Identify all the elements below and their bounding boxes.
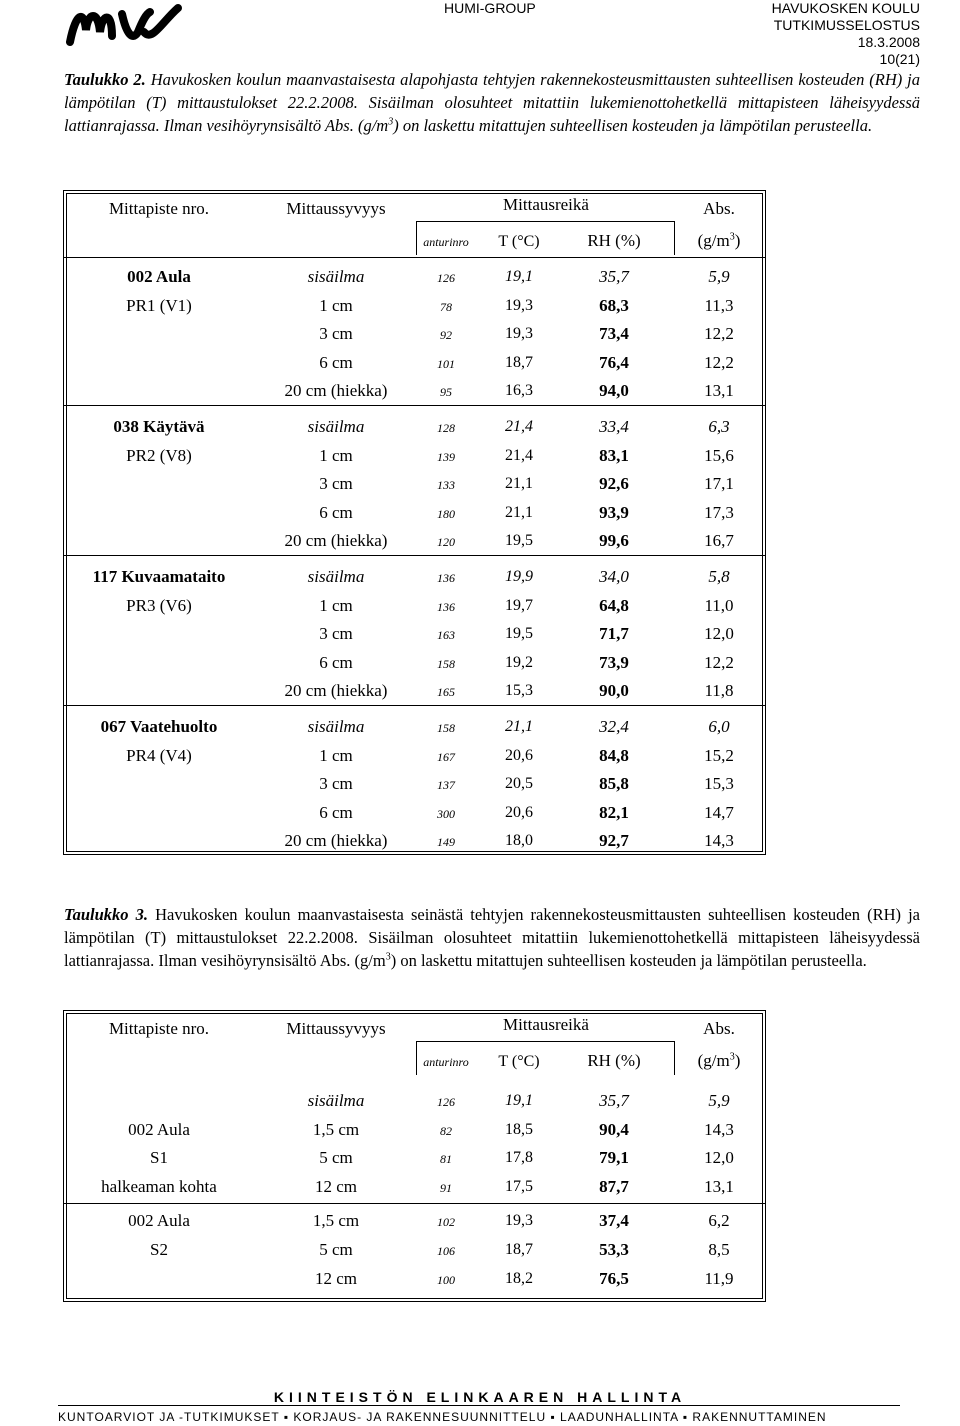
point-cell: S1 — [150, 1148, 168, 1167]
temp-cell: 18,7 — [505, 1241, 533, 1258]
sensor-cell: 126 — [437, 1095, 455, 1109]
temp-cell: 18,7 — [505, 353, 533, 371]
rh-cell: 87,7 — [599, 1176, 629, 1196]
temp-cell: 19,1 — [505, 1092, 533, 1109]
depth-cell: 1 cm — [319, 595, 353, 615]
abs-cell: 14,7 — [704, 802, 734, 822]
rh-cell: 99,6 — [599, 531, 629, 550]
rh-cell: 82,1 — [599, 802, 629, 822]
footer-divider — [58, 1405, 900, 1406]
abs-unit-tail: ) — [734, 231, 741, 250]
point-cell: 002 Aula — [128, 1119, 190, 1139]
temp-cell: 17,8 — [505, 1149, 533, 1166]
rh-cell: 79,1 — [599, 1148, 629, 1167]
abs-cell: 12,2 — [704, 652, 734, 672]
group-name: 038 Käytävä — [113, 417, 205, 436]
depth-cell: 6 cm — [319, 652, 353, 672]
table3-caption-tail: ) on laskettu mitattujen suhteellisen kosteuden ja lämpötilan perusteella. — [390, 951, 867, 970]
depth-cell: 20 cm (hiekka) — [284, 831, 388, 850]
temp-cell: 21,4 — [505, 418, 533, 435]
table-rule — [416, 1041, 674, 1042]
table3-caption — [64, 903, 920, 972]
rh-cell: 64,8 — [599, 595, 629, 615]
col-header-t: T (°C) — [498, 1053, 540, 1070]
sensor-cell: 100 — [437, 1273, 455, 1287]
caption-sup: 3 — [388, 116, 394, 128]
temp-cell: 20,6 — [505, 803, 533, 821]
col-header-abs-unit — [674, 1051, 764, 1071]
table-rule — [416, 1041, 417, 1075]
sensor-cell: 101 — [437, 356, 455, 371]
rh-cell: 93,9 — [599, 502, 629, 522]
depth-cell: 20 cm (hiekka) — [284, 531, 388, 550]
col-header-syvyys: Mittaussyvyys — [286, 1019, 386, 1038]
footer-title: KIINTEISTÖN ELINKAAREN HALLINTA — [273, 1389, 687, 1405]
sensor-cell: 91 — [440, 1180, 452, 1195]
depth-cell: sisäilma — [307, 1091, 365, 1110]
group-id: PR2 (V8) — [126, 446, 192, 465]
company-logo — [66, 2, 184, 52]
table-rule — [416, 221, 417, 255]
col-header-mittausreika: Mittausreikä — [503, 1015, 589, 1034]
col-header-rh: RH (%) — [587, 1051, 641, 1070]
abs-cell: 12,0 — [704, 624, 734, 643]
col-header-abs: Abs. — [703, 1019, 735, 1038]
temp-cell: 19,3 — [505, 325, 533, 342]
rh-cell: 92,7 — [599, 831, 629, 850]
caption-sup: 3 — [385, 951, 391, 963]
sensor-cell: 137 — [437, 778, 455, 792]
rh-cell: 73,4 — [599, 324, 629, 343]
sensor-cell: 128 — [437, 421, 455, 435]
depth-cell: 20 cm (hiekka) — [284, 681, 388, 700]
depth-cell: 12 cm — [314, 1176, 358, 1196]
depth-cell: 1 cm — [319, 295, 353, 315]
table2-caption-label: Taulukko 2. — [64, 70, 146, 89]
sensor-cell: 158 — [437, 721, 455, 735]
temp-cell: 19,3 — [505, 1212, 533, 1229]
rh-cell: 94,0 — [599, 381, 629, 400]
abs-cell: 5,9 — [708, 267, 730, 286]
temp-cell: 19,9 — [505, 568, 533, 585]
table2-caption-text: Havukosken koulun maanvastaisesta alapohjasta tehtyjen rakennekosteusmittausten suhteellisen kosteuden (RH) ja lämpötilan (T) mittaustulokset 22.2.2008. Sisäilman olosuhteet mitattiin lukemienottohetkellä mittapisteen läheisyydessä lattianrajassa. Ilman vesihöyrynsisältö Abs. (g/m — [64, 70, 921, 135]
temp-cell: 21,4 — [505, 446, 533, 464]
col-header-anturinro: anturinro — [423, 1055, 469, 1069]
temp-cell: 16,3 — [505, 382, 533, 399]
header-company: HUMI-GROUP — [444, 0, 536, 16]
abs-cell: 11,9 — [704, 1269, 734, 1288]
col-header-rh: RH (%) — [587, 231, 641, 250]
sensor-cell: 167 — [437, 749, 455, 764]
abs-cell: 13,1 — [704, 381, 734, 400]
sensor-cell: 133 — [437, 478, 455, 492]
table2 — [63, 190, 766, 855]
table-rule — [674, 221, 675, 255]
sensor-cell: 95 — [440, 385, 452, 399]
abs-cell: 13,1 — [704, 1176, 734, 1196]
depth-cell: sisäilma — [307, 417, 365, 436]
rh-cell: 90,0 — [599, 681, 629, 700]
header-line: 10(21) — [879, 51, 920, 67]
temp-cell: 18,5 — [505, 1120, 533, 1138]
group-name: 117 Kuvaamataito — [92, 567, 226, 586]
abs-cell: 12,0 — [704, 1148, 734, 1167]
temp-cell: 19,5 — [505, 625, 533, 642]
depth-cell: 6 cm — [319, 502, 353, 522]
rh-cell: 53,3 — [599, 1240, 629, 1259]
col-header-anturinro: anturinro — [423, 235, 469, 249]
depth-cell: 3 cm — [319, 624, 353, 643]
group-name: 067 Vaatehuolto — [100, 717, 218, 736]
sensor-cell: 136 — [437, 571, 455, 585]
temp-cell: 20,5 — [505, 775, 533, 792]
abs-unit-sup: 3 — [729, 231, 735, 243]
depth-cell: 1 cm — [319, 445, 353, 465]
rh-cell: 35,7 — [599, 267, 629, 286]
table-rule — [64, 555, 765, 556]
table2-caption-tail: ) on laskettu mitattujen suhteellisen kosteuden ja lämpötilan perusteella. — [393, 116, 873, 135]
temp-cell: 20,6 — [505, 746, 533, 764]
depth-cell: sisäilma — [307, 717, 365, 736]
table3 — [63, 1010, 766, 1302]
temp-cell: 17,5 — [505, 1177, 533, 1195]
table3-caption-text: Havukosken koulun maanvastaisesta seinästä tehtyjen rakennekosteusmittausten suhteellisen kosteuden (RH) ja lämpötilan (T) mittaustulokset 22.2.2008. Sisäilman olosuhteet mitattiin lukemienottohetkellä mittapisteen läheisyydessä lattianrajassa. Ilman vesihöyrynsisältö Abs. (g/m — [64, 905, 920, 970]
table-rule — [674, 1041, 675, 1075]
abs-cell: 11,0 — [704, 595, 734, 615]
point-cell: S2 — [150, 1240, 168, 1259]
rh-cell: 71,7 — [599, 624, 629, 643]
col-header-abs-unit — [674, 231, 764, 251]
rh-cell: 33,4 — [599, 417, 629, 436]
temp-cell: 15,3 — [505, 682, 533, 699]
depth-cell: 3 cm — [319, 474, 353, 493]
table-rule — [64, 405, 765, 406]
rh-cell: 32,4 — [599, 717, 629, 736]
depth-cell: 12 cm — [314, 1269, 358, 1288]
sensor-cell: 165 — [437, 685, 455, 699]
group-name: 002 Aula — [127, 267, 191, 286]
table-rule — [64, 257, 765, 258]
rh-cell: 37,4 — [599, 1211, 629, 1230]
sensor-cell: 78 — [440, 299, 452, 314]
col-header-t: T (°C) — [498, 233, 540, 250]
table3-caption-label: Taulukko 3. — [64, 905, 148, 924]
point-cell: 002 Aula — [128, 1211, 190, 1230]
col-header-syvyys: Mittaussyvyys — [286, 199, 386, 218]
abs-cell: 14,3 — [704, 1119, 734, 1139]
depth-cell: 6 cm — [319, 802, 353, 822]
abs-cell: 14,3 — [704, 831, 734, 850]
depth-cell: 1,5 cm — [312, 1211, 360, 1230]
abs-cell: 15,6 — [704, 445, 734, 465]
sensor-cell: 300 — [437, 806, 455, 821]
abs-cell: 15,2 — [704, 745, 734, 765]
depth-cell: 1,5 cm — [312, 1119, 360, 1139]
abs-unit-sup: 3 — [729, 1051, 735, 1063]
depth-cell: 5 cm — [319, 1240, 353, 1259]
abs-unit-text: (g/m — [697, 1051, 730, 1070]
header-line: 18.3.2008 — [857, 34, 920, 50]
rh-cell: 34,0 — [599, 567, 629, 586]
depth-cell: 3 cm — [319, 774, 353, 793]
rh-cell: 73,9 — [599, 652, 629, 672]
depth-cell: 3 cm — [319, 324, 353, 343]
abs-cell: 12,2 — [704, 352, 734, 372]
sensor-cell: 158 — [437, 656, 455, 671]
depth-cell: 1 cm — [319, 745, 353, 765]
group-id: PR3 (V6) — [126, 596, 192, 615]
header-right — [772, 0, 920, 68]
sensor-cell: 139 — [437, 449, 455, 464]
depth-cell: 5 cm — [319, 1148, 353, 1167]
sensor-cell: 82 — [440, 1123, 452, 1138]
temp-cell: 21,1 — [505, 718, 533, 735]
group-id: PR1 (V1) — [126, 296, 192, 315]
sensor-cell: 92 — [440, 328, 452, 342]
abs-cell: 5,8 — [708, 567, 730, 586]
abs-cell: 12,2 — [704, 324, 734, 343]
sensor-cell: 126 — [437, 271, 455, 285]
abs-cell: 5,9 — [708, 1091, 730, 1110]
sensor-cell: 180 — [437, 506, 455, 521]
rh-cell: 68,3 — [599, 295, 629, 315]
temp-cell: 19,3 — [505, 296, 533, 314]
temp-cell: 19,2 — [505, 653, 533, 671]
abs-cell: 11,3 — [704, 295, 734, 315]
sensor-cell: 102 — [437, 1215, 455, 1229]
abs-unit-text: (g/m — [697, 231, 730, 250]
rh-cell: 83,1 — [599, 445, 629, 465]
abs-cell: 11,8 — [704, 681, 734, 700]
col-header-mittapiste: Mittapiste nro. — [108, 199, 210, 218]
header-line: TUTKIMUSSELOSTUS — [773, 17, 920, 33]
rh-cell: 35,7 — [599, 1091, 629, 1110]
depth-cell: 6 cm — [319, 352, 353, 372]
depth-cell: 20 cm (hiekka) — [284, 381, 388, 400]
abs-cell: 8,5 — [708, 1240, 730, 1259]
col-header-abs: Abs. — [703, 199, 735, 218]
abs-cell: 17,3 — [704, 502, 734, 522]
table-rule — [416, 221, 674, 222]
abs-cell: 6,2 — [708, 1211, 730, 1230]
depth-cell: sisäilma — [307, 267, 365, 286]
abs-cell: 16,7 — [704, 531, 734, 550]
rh-cell: 76,4 — [599, 352, 629, 372]
col-header-mittausreika: Mittausreikä — [503, 195, 589, 214]
table-rule — [64, 1203, 765, 1204]
sensor-cell: 106 — [437, 1244, 455, 1258]
abs-cell: 17,1 — [704, 474, 734, 493]
sensor-cell: 81 — [440, 1152, 452, 1166]
temp-cell: 18,2 — [505, 1270, 533, 1287]
table2-caption — [64, 68, 920, 137]
rh-cell: 85,8 — [599, 774, 629, 793]
sensor-cell: 149 — [437, 835, 455, 849]
sensor-cell: 163 — [437, 628, 455, 642]
table-rule — [64, 705, 765, 706]
abs-unit-tail: ) — [734, 1051, 741, 1070]
col-header-mittapiste: Mittapiste nro. — [108, 1019, 210, 1038]
abs-cell: 6,0 — [708, 717, 730, 736]
rh-cell: 92,6 — [599, 474, 629, 493]
sensor-cell: 136 — [437, 599, 455, 614]
depth-cell: sisäilma — [307, 567, 365, 586]
abs-cell: 6,3 — [708, 417, 730, 436]
temp-cell: 19,7 — [505, 596, 533, 614]
footer-services: KUNTOARVIOT JA -TUTKIMUKSET ▪ KORJAUS- JA RAKENNESUUNNITTELU ▪ LAADUNHALLINTA ▪ RAKENNUTTAMINEN — [58, 1410, 827, 1424]
header-line: HAVUKOSKEN KOULU — [771, 0, 920, 16]
temp-cell: 19,5 — [505, 532, 533, 549]
temp-cell: 21,1 — [505, 475, 533, 492]
temp-cell: 21,1 — [505, 503, 533, 521]
rh-cell: 76,5 — [599, 1269, 629, 1288]
rh-cell: 90,4 — [599, 1119, 629, 1139]
sensor-cell: 120 — [437, 535, 455, 549]
group-id: PR4 (V4) — [126, 746, 192, 765]
rh-cell: 84,8 — [599, 745, 629, 765]
temp-cell: 19,1 — [505, 268, 533, 285]
point-cell: halkeaman kohta — [101, 1176, 217, 1196]
temp-cell: 18,0 — [505, 832, 533, 849]
abs-cell: 15,3 — [704, 774, 734, 793]
